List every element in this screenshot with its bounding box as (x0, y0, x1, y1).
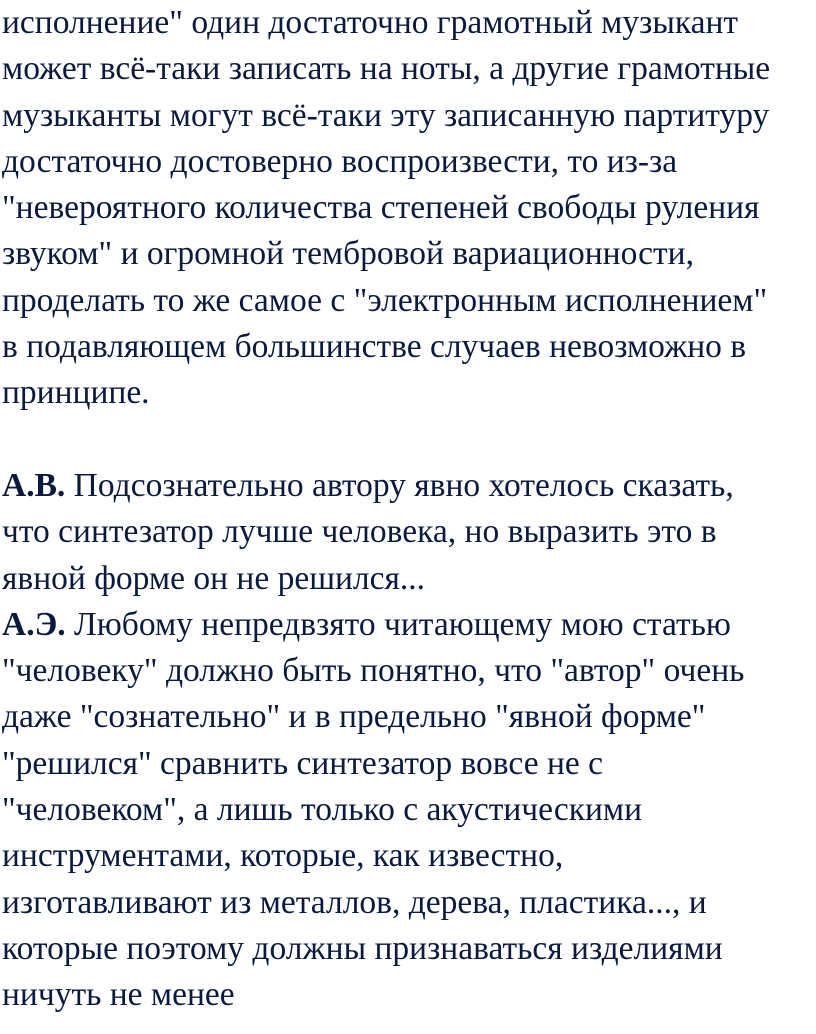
text-line: может всё-таки записать на ноты, а другие грамотные (2, 50, 771, 88)
text-line (2, 463, 810, 509)
speaker-label: А.Э. (2, 605, 66, 643)
text-line: инструментами, которые, как известно, (2, 837, 564, 875)
dialogue-remark-ae (2, 602, 810, 1019)
text-line: "решился" сравнить синтезатор вовсе не с (2, 744, 603, 782)
text-line: "человеку" должно быть понятно, что "автор" очень (2, 652, 745, 690)
text-line: исполнение" один достаточно грамотный музыкант (2, 4, 739, 41)
text-line: принципе. (2, 374, 150, 412)
speaker-label: А.В. (2, 466, 66, 504)
remark-text: Любому непредвзято читающему мою статью (65, 605, 731, 643)
text-line: даже "сознательно" и в предельно "явной форме" (2, 698, 706, 736)
text-line: в подавляющем большинстве случаев невозможно в (2, 328, 747, 366)
text-line: которые поэтому должны признаваться изделиями (2, 929, 723, 967)
remark-text: Подсознательно автору явно хотелось сказать, (65, 466, 734, 504)
text-line: проделать то же самое с "электронным исполнением" (2, 281, 768, 319)
paragraph-gap (2, 417, 810, 463)
text-line: "невероятного количества степеней свободы руления (2, 189, 760, 227)
text-line: явной форме он не решился... (2, 559, 426, 597)
text-line: что синтезатор лучше человека, но выразить это в (2, 513, 717, 551)
text-line: ничуть не менее (2, 976, 235, 1014)
text-line: достаточно достоверно воспроизвести, то из-за (2, 142, 678, 180)
text-line: изготавливают из металлов, дерева, пластика..., и (2, 883, 707, 921)
paragraph-continuation (2, 0, 810, 417)
text-line: музыканты могут всё-таки эту записанную партитуру (2, 96, 770, 134)
text-line (2, 602, 810, 648)
text-line: "человеком", а лишь только с акустическими (2, 791, 643, 829)
dialogue-remark-av (2, 463, 810, 602)
text-line: звуком" и огромной тембровой вариационности, (2, 235, 694, 273)
